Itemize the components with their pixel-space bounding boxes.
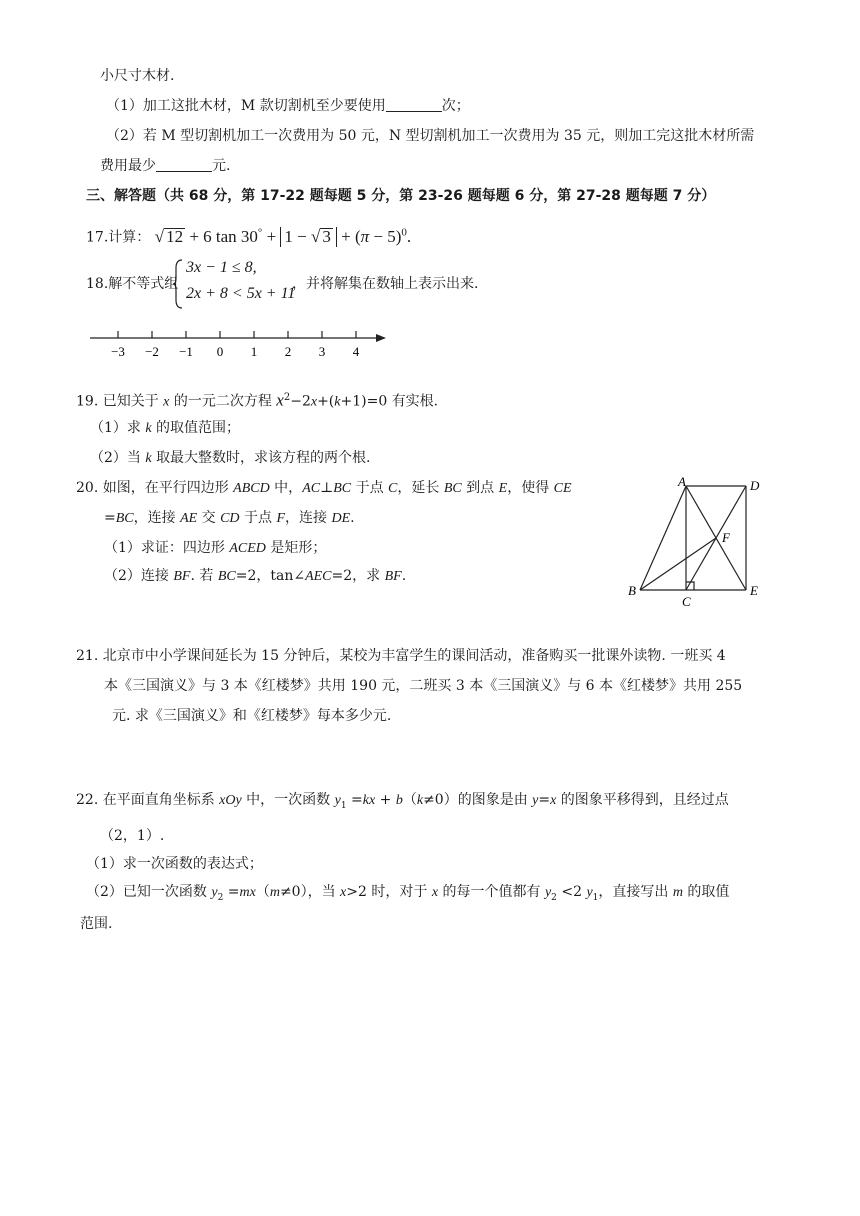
sub: 1	[592, 892, 599, 903]
t: （2）连接	[104, 568, 174, 584]
abs-inner: 1 −	[284, 226, 307, 246]
t: ，连接	[285, 510, 332, 526]
t: ≠0）的图象是由	[423, 792, 533, 808]
t: +	[375, 792, 396, 808]
v: xOy	[219, 793, 242, 808]
t: 的图象平移得到，且经过点	[556, 792, 729, 808]
sqrt-3: 3	[322, 226, 331, 246]
number-line	[86, 326, 396, 366]
q16-part1-suffix: 次；	[441, 98, 470, 114]
v: y	[532, 793, 539, 808]
period: .	[406, 226, 412, 246]
pi-symbol: π	[360, 226, 370, 246]
label-d: D	[750, 478, 760, 493]
t: =	[104, 510, 116, 526]
question-16-part2-line2	[100, 156, 230, 176]
t: 于点	[239, 510, 277, 526]
tick-label: −3	[111, 344, 125, 359]
question-22-line1	[76, 790, 729, 816]
question-22-part1: （1）求一次函数的表达式；	[86, 856, 263, 872]
question-16-part2-line1: （2）若 M 型切割机加工一次费用为 50 元，N 型切割机加工一次费用为 35 元，则加工完这批木材所需	[106, 128, 755, 144]
t: 是矩形；	[265, 540, 327, 556]
v: y	[544, 885, 552, 900]
label-c: C	[682, 594, 691, 609]
v: m	[269, 885, 280, 900]
eq-part3: +1)=0 有实根.	[340, 393, 439, 410]
q19-p2-k: k	[145, 451, 152, 466]
question-22-part2	[86, 882, 729, 908]
question-19-part1	[90, 418, 240, 439]
v: mx	[239, 885, 256, 900]
tick-label: 0	[216, 344, 224, 359]
t: .	[401, 568, 407, 584]
v: BF	[384, 569, 402, 584]
t: =	[346, 792, 363, 808]
sqrt-12: 12	[166, 226, 184, 246]
tick-label: 2	[284, 344, 292, 359]
v: BC	[443, 481, 462, 496]
t: <2	[556, 884, 587, 900]
t: =2，tan∠	[235, 568, 306, 584]
q19-p1-k: k	[145, 421, 152, 436]
t: （2）已知一次函数	[86, 884, 212, 900]
q16-part2-text: 费用最少	[100, 158, 156, 174]
inequality-1: 3x − 1 ≤ 8,	[186, 259, 257, 276]
q19-text-a: 19. 已知关于	[76, 393, 164, 410]
t: 中，一次函数	[241, 792, 335, 808]
v: AE	[180, 511, 198, 526]
t: （	[255, 884, 270, 900]
v: CD	[220, 511, 240, 526]
minus-five: − 5)	[369, 226, 402, 246]
t: 的每一个值都有	[438, 884, 545, 900]
eq-part2: +(	[317, 393, 335, 410]
q17-expression: √ 12 + 6 tan 30° + 1 − √ $3 + (\pi - 5)^0$.	[154, 226, 412, 246]
t: （1）求证：四边形	[104, 540, 230, 556]
v: m	[672, 885, 683, 900]
question-17	[86, 220, 411, 250]
eq-part1: −2	[290, 393, 311, 410]
question-20-line2	[104, 508, 355, 529]
plus-sign: +	[266, 226, 277, 246]
t: 20. 如图，在平行四边形	[76, 480, 234, 496]
answer-blank-1[interactable]	[386, 97, 442, 112]
absolute-value: 1 − √ 3	[280, 227, 336, 247]
v: x	[340, 885, 347, 900]
q16-part2-suffix: 元.	[212, 158, 231, 174]
tick-label: −1	[179, 344, 193, 359]
question-20-line1	[76, 478, 572, 499]
v: y	[586, 885, 593, 900]
t: ，使得	[507, 480, 554, 496]
question-22-point: （2，1）.	[100, 828, 165, 844]
section-heading: 三、解答题（共 68 分，第 17-22 题每题 5 分，第 23-26 题每题 6 分，第 27-28 题每题 7 分）	[86, 188, 716, 204]
v: ABCD	[233, 481, 270, 496]
q19-text-b: 的一元二次方程	[169, 393, 277, 410]
v: x	[431, 885, 439, 900]
q19-p2-b: 取最大整数时，求该方程的两个根.	[151, 450, 371, 466]
question-19-stem	[76, 388, 438, 413]
question-18-suffix: ，并将解集在数轴上表示出来.	[292, 276, 479, 292]
v: y	[334, 793, 341, 808]
label-a: A	[678, 474, 686, 489]
question-20-part1	[104, 538, 326, 559]
answer-blank-2[interactable]	[156, 157, 212, 172]
q16-part1-text: （1）加工这批木材，M 款切割机至少要使用	[106, 98, 386, 114]
t: 中，	[269, 480, 303, 496]
t: .	[350, 510, 355, 526]
t: ⊥	[320, 480, 334, 496]
q17-tan-term: + 6 tan 30	[189, 226, 258, 246]
tick-label: −2	[145, 344, 159, 359]
v: kx	[362, 793, 376, 808]
t: 的取值	[682, 884, 730, 900]
system-brace-icon	[172, 258, 184, 310]
v: ACED	[229, 541, 266, 556]
parallelogram-figure	[622, 472, 772, 612]
label-f: F	[722, 530, 730, 545]
inequality-2: 2x + 8 < 5x + 11	[186, 285, 296, 302]
t: ，延长	[397, 480, 444, 496]
v: CE	[553, 481, 572, 496]
plus-paren: + (	[341, 226, 361, 246]
continued-text: 小尺寸木材.	[100, 68, 175, 84]
tick-label: 4	[352, 344, 360, 359]
var-x: x	[163, 394, 170, 410]
t: ，连接	[133, 510, 181, 526]
t: =	[223, 884, 240, 900]
t: 22. 在平面直角坐标系	[76, 792, 220, 808]
t: （	[402, 792, 417, 808]
q19-p1-b: 的取值范围；	[151, 420, 241, 436]
v: BC	[115, 511, 134, 526]
v: k	[416, 793, 424, 808]
eq-k: k	[334, 394, 341, 410]
question-21-line2: 本《三国演义》与 3 本《红楼梦》共用 190 元，二班买 3 本《三国演义》与 6 本《红楼梦》共用 255	[104, 678, 743, 694]
v: BC	[333, 481, 352, 496]
v: BC	[217, 569, 236, 584]
question-16-part1	[106, 96, 470, 116]
v: F	[276, 511, 286, 526]
v: b	[395, 793, 403, 808]
question-18-label: 18.解不等式组	[86, 276, 179, 292]
v: y	[211, 885, 218, 900]
t: ≠0），当	[279, 884, 341, 900]
t: =2，求	[331, 568, 385, 584]
t: 到点	[461, 480, 499, 496]
degree-sign: °	[257, 226, 263, 238]
v: DE	[331, 511, 351, 526]
v: AC	[302, 481, 321, 496]
t: ，直接写出	[598, 884, 673, 900]
eq-x: x	[276, 390, 284, 410]
v: E	[498, 481, 508, 496]
v: BF	[173, 569, 191, 584]
question-21-line3: 元. 求《三国演义》和《红楼梦》每本多少元.	[112, 708, 392, 724]
v: C	[388, 481, 398, 496]
eq-exponent: 2	[283, 392, 291, 403]
question-22-part2-cont: 范围.	[80, 916, 113, 932]
t: =	[538, 792, 551, 808]
label-b: B	[628, 583, 636, 598]
exponent-zero: 0	[401, 226, 407, 238]
question-21-line1: 21. 北京市中小学课间延长为 15 分钟后，某校为丰富学生的课间活动，准备购买一批课外读物. 一班买 4	[76, 648, 726, 664]
question-19-part2	[90, 448, 370, 469]
q17-label: 17.计算：	[86, 229, 151, 246]
t: 于点	[351, 480, 389, 496]
v: x	[550, 793, 557, 808]
label-e: E	[750, 583, 758, 598]
v: AEC	[305, 569, 332, 584]
question-20-part2	[104, 566, 406, 587]
q19-p2-a: （2）当	[90, 450, 146, 466]
sub: 2	[551, 892, 557, 903]
tick-label: 3	[318, 344, 326, 359]
eq-x2: x	[310, 394, 318, 410]
arrow-right-icon	[376, 334, 386, 342]
sub: 2	[217, 892, 224, 903]
sub: 1	[340, 800, 347, 811]
q19-p1-a: （1）求	[90, 420, 146, 436]
t: 交	[197, 510, 221, 526]
tick-label: 1	[250, 344, 258, 359]
t: >2 时，对于	[346, 884, 432, 900]
t: . 若	[190, 568, 218, 584]
